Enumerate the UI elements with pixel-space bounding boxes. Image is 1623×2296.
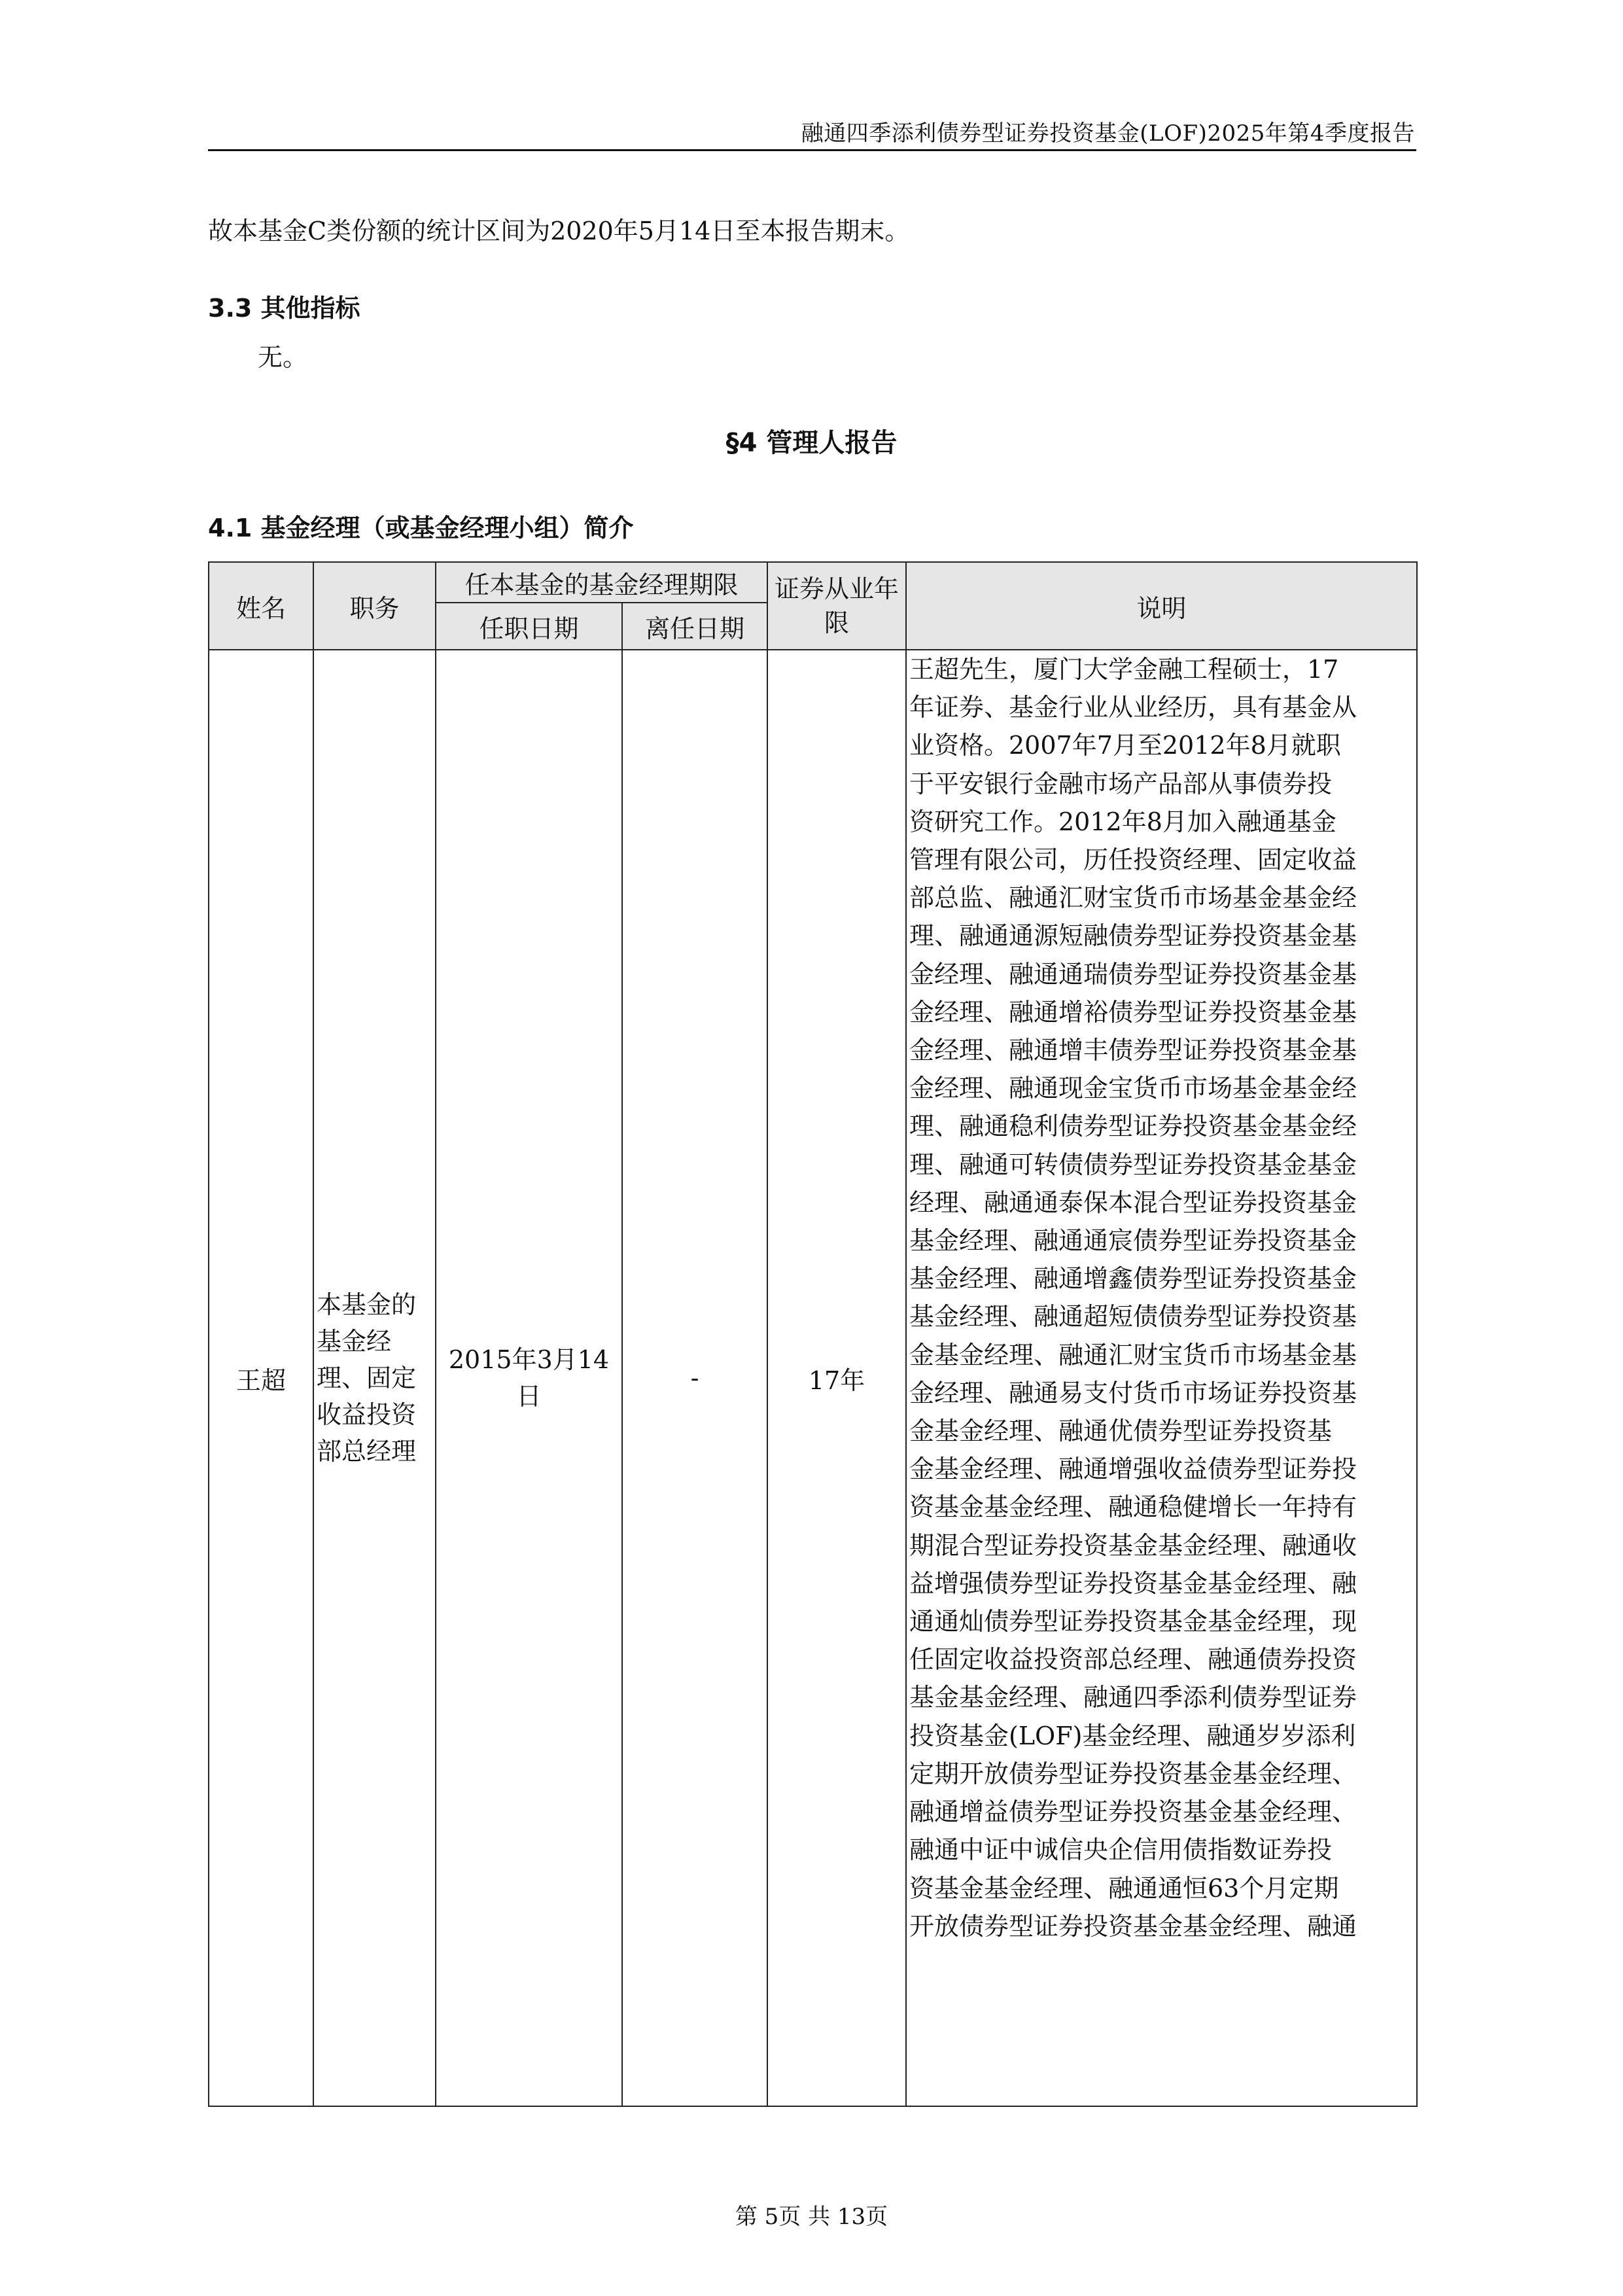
description-line: 通通灿债券型证券投资基金基金经理，现 xyxy=(909,1607,1357,1636)
description-line: 理、融通通源短融债券型证券投资基金基 xyxy=(909,921,1357,951)
cell-end-date: - xyxy=(622,650,767,2106)
description-line: 资基金基金经理、融通通恒63个月定期 xyxy=(909,1873,1339,1903)
description-line: 金基金经理、融通增强收益债券型证券投 xyxy=(909,1455,1357,1484)
description-line: 业资格。2007年7月至2012年8月就职 xyxy=(909,731,1341,760)
description-line: 基金基金经理、融通四季添利债券型证券 xyxy=(909,1683,1357,1712)
description-line: 金经理、融通现金宝货币市场基金基金经 xyxy=(909,1074,1357,1103)
description-line: 基金经理、融通通宸债券型证券投资基金 xyxy=(909,1226,1357,1256)
description-line: 年证券、基金行业从业经历，具有基金从 xyxy=(909,693,1357,722)
description-line: 金基金经理、融通优债券型证券投资基 xyxy=(909,1417,1333,1446)
cell-start-date xyxy=(436,650,622,2106)
description-line: 金经理、融通增丰债券型证券投资基金基 xyxy=(909,1036,1357,1065)
section-4-1-heading: 4.1 基金经理（或基金经理小组）简介 xyxy=(208,514,634,542)
section-4-title: §4 管理人报告 xyxy=(725,428,898,458)
description-line: 基金经理、融通超短债债券型证券投资基 xyxy=(909,1302,1357,1332)
cell-name: 王超 xyxy=(209,650,313,2106)
position-line: 基金经 xyxy=(317,1327,392,1356)
header-end-date: 离任日期 xyxy=(622,603,767,650)
description-line: 融通增益债券型证券投资基金基金经理、 xyxy=(909,1797,1357,1827)
section-3-3-heading: 3.3 其他指标 xyxy=(208,294,360,323)
description-line: 投资基金(LOF)基金经理、融通岁岁添利 xyxy=(909,1721,1356,1750)
header-description: 说明 xyxy=(906,562,1417,650)
description-line: 任固定收益投资部总经理、融通债券投资 xyxy=(909,1645,1357,1674)
description-line: 管理有限公司，历任投资经理、固定收益 xyxy=(909,845,1357,875)
fund-manager-table xyxy=(208,561,1418,2107)
description-line: 部总监、融通汇财宝货币市场基金基金经 xyxy=(909,883,1357,913)
description-line: 定期开放债券型证券投资基金基金经理、 xyxy=(909,1759,1357,1788)
description-line: 基金经理、融通增鑫债券型证券投资基金 xyxy=(909,1264,1357,1294)
description-line: 于平安银行金融市场产品部从事债券投 xyxy=(909,769,1333,798)
cell-years: 17年 xyxy=(767,650,906,2106)
section-3-3-content: 无。 xyxy=(258,343,308,372)
description-line: 期混合型证券投资基金基金经理、融通收 xyxy=(909,1530,1357,1560)
description-line: 开放债券型证券投资基金基金经理、融通 xyxy=(909,1911,1357,1941)
description-line: 王超先生，厦门大学金融工程硕士，17 xyxy=(909,655,1339,684)
description-line: 理、融通稳利债券型证券投资基金基金经 xyxy=(909,1112,1357,1141)
start-date-line: 日 xyxy=(516,1382,542,1411)
description-line: 金经理、融通通瑞债券型证券投资基金基 xyxy=(909,959,1357,989)
description-line: 融通中证中诚信央企信用债指数证券投 xyxy=(909,1835,1333,1865)
cell-description xyxy=(906,650,1417,2106)
report-header-title: 融通四季添利债券型证券投资基金(LOF)2025年第4季度报告 xyxy=(801,120,1415,147)
header-years: 证券从业年限 xyxy=(767,562,906,650)
description-line: 理、融通可转债债券型证券投资基金基金 xyxy=(909,1150,1357,1179)
table-row xyxy=(209,650,1417,2106)
description-line: 金基金经理、融通汇财宝货币市场基金基 xyxy=(909,1340,1357,1369)
description-line: 金经理、融通易支付货币市场证券投资基 xyxy=(909,1378,1357,1407)
header-start-date: 任职日期 xyxy=(436,603,622,650)
description-line: 经理、融通通泰保本混合型证券投资基金 xyxy=(909,1188,1357,1217)
description-line: 资基金基金经理、融通稳健增长一年持有 xyxy=(909,1492,1357,1522)
position-line: 部总经理 xyxy=(317,1437,417,1466)
header-divider xyxy=(208,149,1416,151)
position-line: 理、固定 xyxy=(317,1364,417,1392)
cell-position xyxy=(313,650,436,2106)
position-line: 收益投资 xyxy=(317,1400,417,1429)
intro-paragraph: 故本基金C类份额的统计区间为2020年5月14日至本报告期末。 xyxy=(208,217,910,245)
description-line: 金经理、融通增裕债券型证券投资基金基 xyxy=(909,997,1357,1027)
start-date-line: 2015年3月14 xyxy=(448,1345,610,1374)
description-line: 益增强债券型证券投资基金基金经理、融 xyxy=(909,1568,1357,1598)
page-number: 第 5页 共 13页 xyxy=(735,2204,888,2230)
position-line: 本基金的 xyxy=(317,1290,417,1319)
table-header-row xyxy=(209,562,1417,603)
header-position: 职务 xyxy=(313,562,436,650)
header-term-group: 任本基金的基金经理期限 xyxy=(436,562,767,603)
description-line: 资研究工作。2012年8月加入融通基金 xyxy=(909,807,1336,836)
header-name: 姓名 xyxy=(209,562,313,650)
